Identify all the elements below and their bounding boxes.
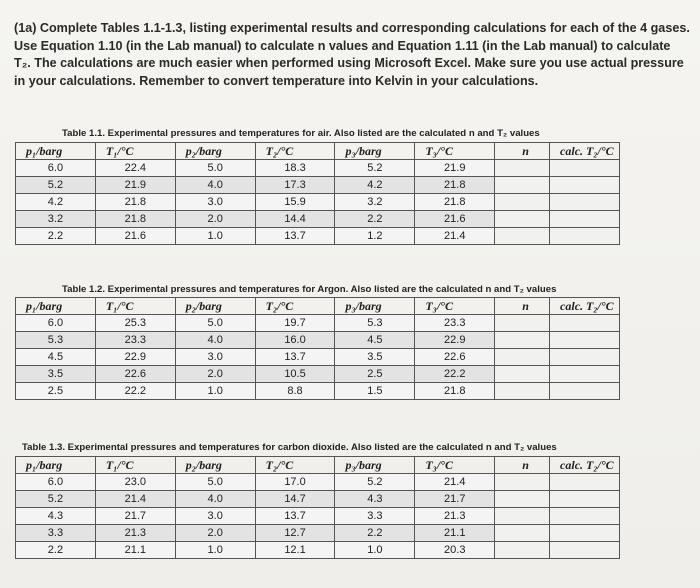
table-1-2 [15, 297, 620, 400]
column-header: p₃/barg [335, 457, 415, 474]
empty-answer-cell[interactable] [550, 177, 620, 194]
table-row [16, 160, 620, 177]
data-cell: 2.5 [16, 383, 96, 400]
data-cell: 18.3 [255, 160, 335, 177]
data-cell: 21.7 [415, 491, 495, 508]
data-cell: 25.3 [95, 315, 175, 332]
table-row [16, 211, 620, 228]
table-row [16, 542, 620, 559]
data-cell: 3.0 [175, 508, 255, 525]
table-row [16, 383, 620, 400]
empty-answer-cell[interactable] [550, 160, 620, 177]
empty-answer-cell[interactable] [550, 474, 620, 491]
table-row [16, 508, 620, 525]
table-1-1-caption: Table 1.1. Experimental pressures and temperatures for air. Also listed are the calculated n and T₂ values [62, 128, 540, 139]
data-cell: 22.9 [415, 332, 495, 349]
table-1-3-caption: Table 1.3. Experimental pressures and temperatures for carbon dioxide. Also listed are the calculated n and T₂ values [22, 442, 557, 453]
data-cell: 3.2 [16, 211, 96, 228]
empty-answer-cell[interactable] [550, 383, 620, 400]
data-cell: 5.2 [335, 160, 415, 177]
empty-answer-cell[interactable] [495, 177, 550, 194]
empty-answer-cell[interactable] [495, 542, 550, 559]
data-cell: 5.2 [16, 177, 96, 194]
data-cell: 4.0 [175, 332, 255, 349]
empty-answer-cell[interactable] [495, 491, 550, 508]
data-cell: 21.8 [415, 177, 495, 194]
empty-answer-cell[interactable] [550, 228, 620, 245]
column-header: calc. T₂/°C [550, 143, 620, 160]
data-cell: 19.7 [255, 315, 335, 332]
data-cell: 22.9 [95, 349, 175, 366]
data-cell: 21.4 [415, 228, 495, 245]
data-cell: 21.6 [95, 228, 175, 245]
column-header: T₂/°C [255, 143, 335, 160]
data-cell: 1.2 [335, 228, 415, 245]
empty-answer-cell[interactable] [495, 383, 550, 400]
data-cell: 4.2 [16, 194, 96, 211]
table-1-3 [15, 456, 620, 559]
instructions-paragraph: (1a) Complete Tables 1.1-1.3, listing experimental results and corresponding calculations for each of the 4 gases. Use Equation 1.10 (in the Lab manual) to calculate n values and Equation 1.11 (in the Lab manual) to calculate T₂. The calculations are much easier when performed using Microsoft Excel. Make sure you use actual pressure in your calculations. Remember to convert temperature into Kelvin in your calculations. [14, 21, 690, 88]
empty-answer-cell[interactable] [550, 525, 620, 542]
empty-answer-cell[interactable] [550, 211, 620, 228]
table-row [16, 366, 620, 383]
data-cell: 2.0 [175, 366, 255, 383]
data-cell: 3.0 [175, 194, 255, 211]
data-cell: 21.1 [415, 525, 495, 542]
data-cell: 1.0 [175, 383, 255, 400]
data-cell: 13.7 [255, 508, 335, 525]
data-cell: 22.2 [415, 366, 495, 383]
data-cell: 3.3 [335, 508, 415, 525]
data-cell: 4.2 [335, 177, 415, 194]
data-cell: 5.3 [335, 315, 415, 332]
data-cell: 1.5 [335, 383, 415, 400]
data-cell: 17.0 [255, 474, 335, 491]
data-cell: 4.5 [16, 349, 96, 366]
empty-answer-cell[interactable] [550, 491, 620, 508]
column-header: T₁/°C [95, 143, 175, 160]
data-cell: 4.0 [175, 491, 255, 508]
empty-answer-cell[interactable] [550, 315, 620, 332]
data-cell: 12.1 [255, 542, 335, 559]
data-cell: 21.8 [95, 194, 175, 211]
table-row [16, 194, 620, 211]
table-row [16, 474, 620, 491]
data-cell: 4.5 [335, 332, 415, 349]
empty-answer-cell[interactable] [550, 508, 620, 525]
data-cell: 4.0 [175, 177, 255, 194]
data-cell: 2.0 [175, 525, 255, 542]
data-cell: 2.2 [16, 542, 96, 559]
data-cell: 17.3 [255, 177, 335, 194]
column-header: T₃/°C [415, 143, 495, 160]
data-cell: 6.0 [16, 160, 96, 177]
table-row [16, 525, 620, 542]
data-cell: 21.3 [415, 508, 495, 525]
data-cell: 6.0 [16, 474, 96, 491]
empty-answer-cell[interactable] [495, 194, 550, 211]
column-header: calc. T₂/°C [550, 457, 620, 474]
data-cell: 2.2 [335, 211, 415, 228]
column-header: n [495, 143, 550, 160]
column-header: T₁/°C [95, 457, 175, 474]
data-cell: 8.8 [255, 383, 335, 400]
data-cell: 5.2 [16, 491, 96, 508]
empty-answer-cell[interactable] [495, 332, 550, 349]
table-row [16, 332, 620, 349]
empty-answer-cell[interactable] [495, 211, 550, 228]
data-cell: 22.6 [415, 349, 495, 366]
data-cell: 14.7 [255, 491, 335, 508]
column-header: n [495, 298, 550, 315]
data-cell: 22.4 [95, 160, 175, 177]
data-cell: 21.3 [95, 525, 175, 542]
data-cell: 21.4 [95, 491, 175, 508]
data-cell: 21.6 [415, 211, 495, 228]
data-cell: 21.8 [415, 383, 495, 400]
data-cell: 3.3 [16, 525, 96, 542]
data-cell: 3.5 [16, 366, 96, 383]
column-header: T₃/°C [415, 298, 495, 315]
empty-answer-cell[interactable] [495, 228, 550, 245]
data-cell: 5.0 [175, 474, 255, 491]
table-row [16, 177, 620, 194]
data-cell: 21.8 [95, 211, 175, 228]
data-cell: 5.0 [175, 160, 255, 177]
data-cell: 6.0 [16, 315, 96, 332]
column-header: p₂/barg [175, 298, 255, 315]
data-cell: 1.0 [175, 542, 255, 559]
empty-answer-cell[interactable] [495, 349, 550, 366]
data-cell: 22.2 [95, 383, 175, 400]
table-row [16, 349, 620, 366]
data-cell: 21.9 [415, 160, 495, 177]
data-cell: 20.3 [415, 542, 495, 559]
data-cell: 14.4 [255, 211, 335, 228]
data-cell: 21.8 [415, 194, 495, 211]
empty-answer-cell[interactable] [495, 474, 550, 491]
data-cell: 23.0 [95, 474, 175, 491]
empty-answer-cell[interactable] [495, 315, 550, 332]
data-cell: 2.0 [175, 211, 255, 228]
table-1-1 [15, 142, 620, 245]
data-cell: 13.7 [255, 228, 335, 245]
column-header: p₃/barg [335, 143, 415, 160]
column-header: p₁/barg [16, 143, 96, 160]
data-cell: 23.3 [95, 332, 175, 349]
empty-answer-cell[interactable] [550, 332, 620, 349]
data-cell: 2.2 [335, 525, 415, 542]
data-cell: 2.2 [16, 228, 96, 245]
table-header-row [16, 143, 620, 160]
empty-answer-cell[interactable] [495, 508, 550, 525]
data-cell: 13.7 [255, 349, 335, 366]
column-header: T₁/°C [95, 298, 175, 315]
data-cell: 3.2 [335, 194, 415, 211]
data-cell: 1.0 [175, 228, 255, 245]
table-row [16, 315, 620, 332]
column-header: T₂/°C [255, 457, 335, 474]
table-header-row [16, 298, 620, 315]
data-cell: 22.6 [95, 366, 175, 383]
empty-answer-cell[interactable] [495, 525, 550, 542]
column-header: T₃/°C [415, 457, 495, 474]
data-cell: 12.7 [255, 525, 335, 542]
column-header: T₂/°C [255, 298, 335, 315]
table-1-2-caption: Table 1.2. Experimental pressures and temperatures for Argon. Also listed are the calculated n and T₂ values [62, 284, 557, 295]
column-header: p₂/barg [175, 457, 255, 474]
empty-answer-cell[interactable] [550, 542, 620, 559]
empty-answer-cell[interactable] [495, 366, 550, 383]
column-header: p₃/barg [335, 298, 415, 315]
data-cell: 3.5 [335, 349, 415, 366]
table-row [16, 491, 620, 508]
data-cell: 21.7 [95, 508, 175, 525]
table-header-row [16, 457, 620, 474]
data-cell: 4.3 [16, 508, 96, 525]
data-cell: 23.3 [415, 315, 495, 332]
column-header: n [495, 457, 550, 474]
column-header: p₂/barg [175, 143, 255, 160]
data-cell: 2.5 [335, 366, 415, 383]
table-row [16, 228, 620, 245]
column-header: calc. T₂/°C [550, 298, 620, 315]
column-header: p₁/barg [16, 457, 96, 474]
data-cell: 10.5 [255, 366, 335, 383]
data-cell: 21.9 [95, 177, 175, 194]
data-cell: 15.9 [255, 194, 335, 211]
data-cell: 21.4 [415, 474, 495, 491]
data-cell: 16.0 [255, 332, 335, 349]
data-cell: 3.0 [175, 349, 255, 366]
empty-answer-cell[interactable] [550, 349, 620, 366]
data-cell: 5.2 [335, 474, 415, 491]
empty-answer-cell[interactable] [550, 194, 620, 211]
data-cell: 1.0 [335, 542, 415, 559]
data-cell: 5.3 [16, 332, 96, 349]
empty-answer-cell[interactable] [550, 366, 620, 383]
data-cell: 4.3 [335, 491, 415, 508]
data-cell: 5.0 [175, 315, 255, 332]
column-header: p₁/barg [16, 298, 96, 315]
empty-answer-cell[interactable] [495, 160, 550, 177]
data-cell: 21.1 [95, 542, 175, 559]
